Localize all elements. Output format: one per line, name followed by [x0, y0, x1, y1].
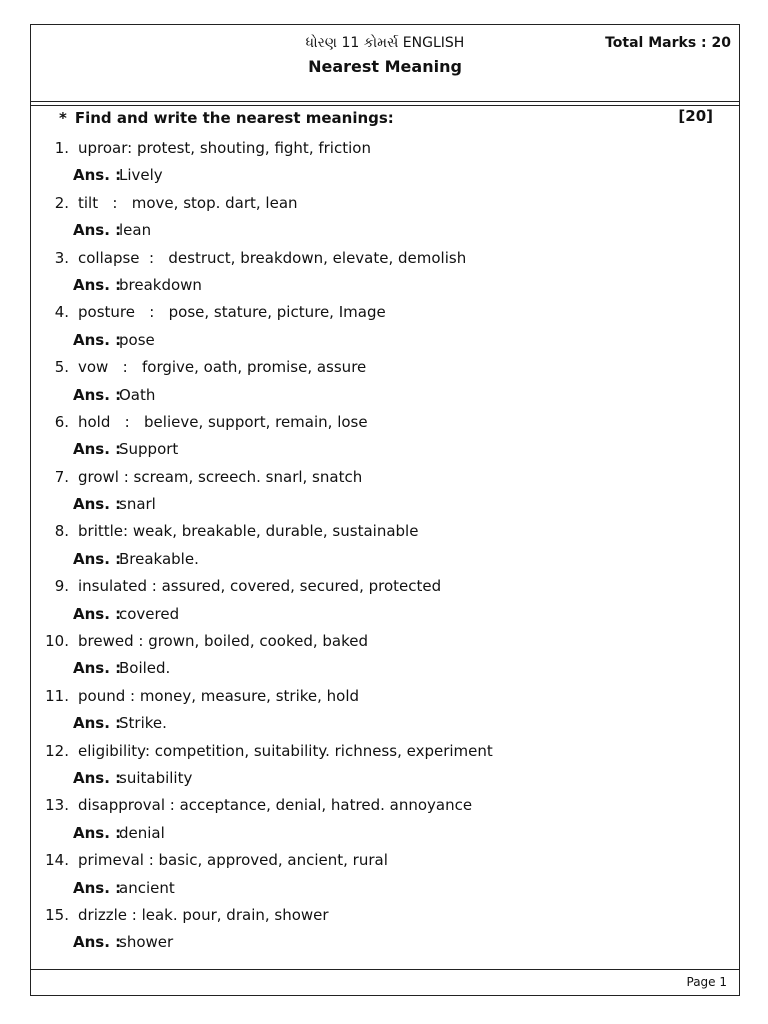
- question-text: hold : believe, support, remain, lose: [78, 412, 368, 431]
- answer-label: Ans. :: [73, 604, 122, 623]
- question-number: 8.: [54, 522, 69, 541]
- answer-item: [31, 655, 739, 682]
- answer-item: [31, 436, 739, 463]
- question-number: 2.: [54, 193, 69, 212]
- answer-value: denial: [119, 823, 165, 842]
- answer-item: [31, 382, 739, 409]
- answer-value: shower: [119, 933, 174, 952]
- answer-value: Strike.: [119, 714, 167, 733]
- answer-value: pose: [119, 330, 155, 349]
- question-item: [31, 354, 739, 381]
- answer-label: Ans. :: [73, 878, 122, 897]
- question-text: primeval : basic, approved, ancient, rural: [78, 851, 388, 870]
- instruction: [59, 109, 394, 127]
- answer-item: [31, 491, 739, 518]
- answer-value: Breakable.: [119, 549, 199, 568]
- answer-value: lean: [119, 221, 152, 240]
- answer-value: Oath: [119, 385, 156, 404]
- answer-label: Ans. :: [73, 549, 122, 568]
- question-item: [31, 847, 739, 874]
- question-item: [31, 135, 739, 162]
- total-marks: Total Marks : 20: [605, 35, 731, 51]
- question-number: 11.: [45, 686, 69, 705]
- question-text: pound : money, measure, strike, hold: [78, 686, 360, 705]
- question-text: uproar: protest, shouting, fight, friction: [78, 139, 371, 157]
- answer-value: covered: [119, 604, 180, 623]
- question-text: tilt : move, stop. dart, lean: [78, 193, 298, 212]
- question-text: drizzle : leak. pour, drain, shower: [78, 905, 329, 924]
- answer-value: breakdown: [119, 275, 202, 294]
- footer-divider: [31, 969, 739, 970]
- answer-item: [31, 765, 739, 792]
- answer-label: Ans. :: [73, 166, 122, 185]
- answer-value: Lively: [119, 166, 163, 185]
- question-number: 6.: [54, 412, 69, 431]
- answer-label: Ans. :: [73, 933, 122, 952]
- question-text: growl : scream, screech. snarl, snatch: [78, 467, 363, 486]
- question-number: 15.: [45, 905, 69, 924]
- answer-label: Ans. :: [73, 385, 122, 404]
- answer-value: ancient: [119, 878, 175, 897]
- question-item: [31, 245, 739, 272]
- answer-item: [31, 327, 739, 354]
- question-text: vow : forgive, oath, promise, assure: [78, 358, 367, 377]
- question-item: [31, 299, 739, 326]
- question-text: posture : pose, stature, picture, Image: [78, 303, 386, 322]
- question-text: collapse : destruct, breakdown, elevate, demolish: [78, 248, 467, 267]
- answer-label: Ans. :: [73, 275, 122, 294]
- instruction-text: Find and write the nearest meanings:: [74, 109, 394, 127]
- question-item: [31, 738, 739, 765]
- question-number: 12.: [45, 741, 69, 760]
- subject-heading: ધોરણ 11 કોમર્સ ENGLISH: [305, 35, 465, 51]
- question-number: 5.: [54, 358, 69, 377]
- answer-item: [31, 820, 739, 847]
- question-item: [31, 409, 739, 436]
- question-text: eligibility: competition, suitability. richness, experiment: [78, 741, 493, 760]
- question-item: [31, 902, 739, 929]
- question-item: [31, 190, 739, 217]
- answer-item: [31, 601, 739, 628]
- page-number: Page 1: [686, 975, 727, 989]
- question-number: 4.: [54, 303, 69, 322]
- question-item: [31, 464, 739, 491]
- answer-item: [31, 272, 739, 299]
- answer-value: Support: [119, 440, 179, 459]
- answer-label: Ans. :: [73, 823, 122, 842]
- question-number: 10.: [45, 632, 69, 651]
- question-number: 14.: [45, 851, 69, 870]
- question-item: [31, 518, 739, 545]
- answer-value: suitability: [119, 768, 193, 787]
- question-item: [31, 792, 739, 819]
- header: [31, 25, 739, 83]
- answer-item: [31, 217, 739, 244]
- answer-item: [31, 162, 739, 189]
- section-marks: [20]: [678, 107, 713, 125]
- header-divider-2: [31, 105, 739, 106]
- answer-item: [31, 710, 739, 737]
- question-text: insulated : assured, covered, secured, protected: [78, 577, 442, 596]
- question-text: disapproval : acceptance, denial, hatred. annoyance: [78, 796, 473, 815]
- answer-label: Ans. :: [73, 714, 122, 733]
- question-text: brewed : grown, boiled, cooked, baked: [78, 632, 369, 651]
- answer-label: Ans. :: [73, 768, 122, 787]
- answer-label: Ans. :: [73, 495, 122, 514]
- answer-item: [31, 875, 739, 902]
- question-item: [31, 628, 739, 655]
- answer-label: Ans. :: [73, 659, 122, 678]
- question-text: brittle: weak, breakable, durable, sustainable: [78, 522, 419, 541]
- answer-value: Boiled.: [119, 659, 171, 678]
- header-divider: [31, 101, 739, 102]
- answer-item: [31, 546, 739, 573]
- answer-label: Ans. :: [73, 440, 122, 459]
- question-number: 3.: [54, 248, 69, 267]
- question-number: 7.: [54, 467, 69, 486]
- question-number: 13.: [45, 796, 69, 815]
- answer-label: Ans. :: [73, 221, 122, 240]
- question-list: [31, 135, 739, 957]
- worksheet-frame: [30, 24, 740, 996]
- answer-label: Ans. :: [73, 330, 122, 349]
- answer-value: snarl: [119, 495, 156, 514]
- answer-item: [31, 929, 739, 956]
- page-title: Nearest Meaning: [308, 57, 462, 76]
- question-number: 1.: [54, 139, 69, 157]
- question-item: [31, 573, 739, 600]
- bullet-star: *: [59, 109, 67, 127]
- question-number: 9.: [54, 577, 69, 596]
- question-item: [31, 683, 739, 710]
